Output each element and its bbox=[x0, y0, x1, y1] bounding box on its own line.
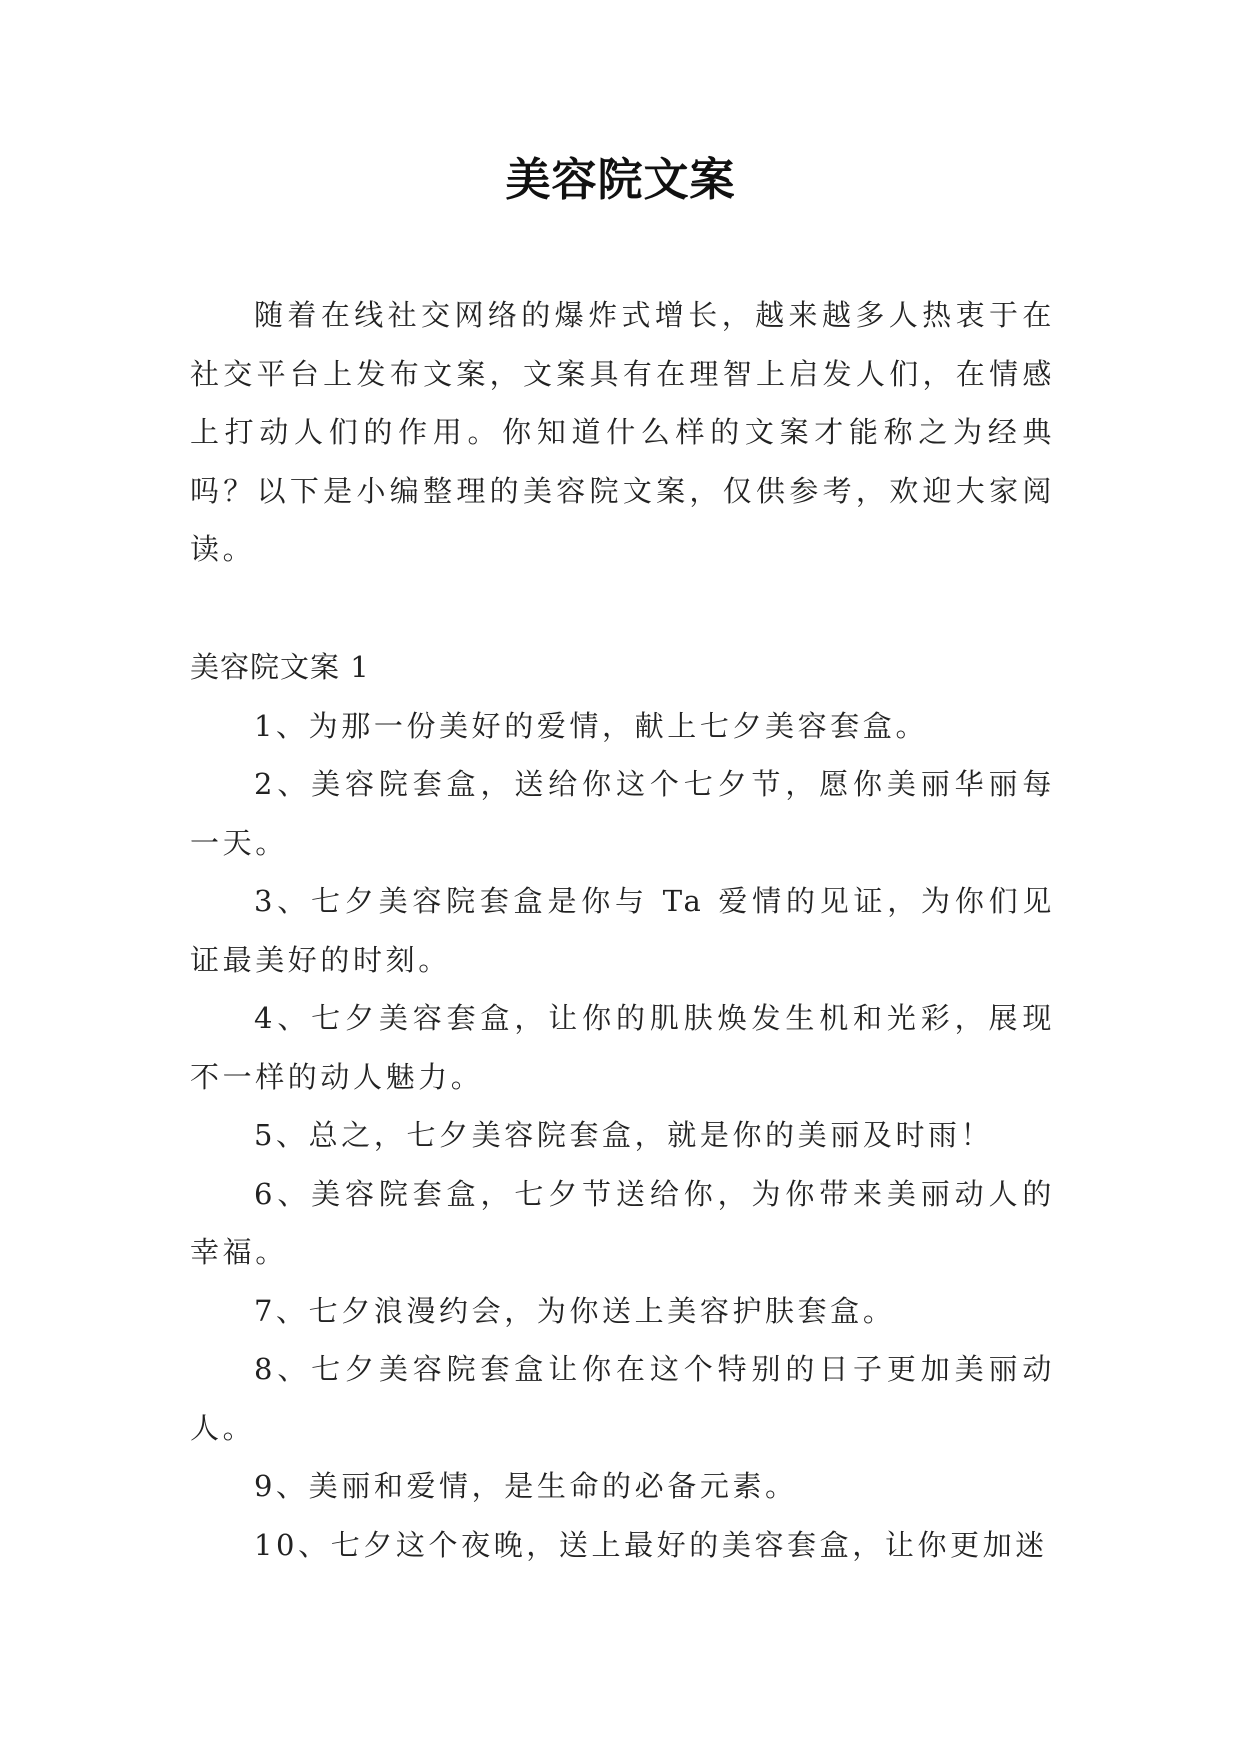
document-title: 美容院文案 bbox=[505, 153, 736, 206]
document-body bbox=[190, 286, 1055, 1574]
list-item: 4、七夕美容套盒，让你的肌肤焕发生机和光彩，展现不一样的动人魅力。 bbox=[190, 1001, 1055, 1094]
intro-paragraph: 随着在线社交网络的爆炸式增长，越来越多人热衷于在社交平台上发布文案，文案具有在理智上启发人们，在情感上打动人们的作用。你知道什么样的文案才能称之为经典吗？以下是小编整理的美容院文案，仅供参考，欢迎大家阅读。 bbox=[190, 298, 1055, 566]
list-item: 6、美容院套盒，七夕节送给你，为你带来美丽动人的幸福。 bbox=[190, 1176, 1055, 1269]
list-item: 10、七夕这个夜晚，送上最好的美容套盒，让你更加迷 bbox=[254, 1527, 1048, 1562]
list-item: 1、为那一份美好的爱情，献上七夕美容套盒。 bbox=[254, 708, 929, 743]
list-item: 2、美容院套盒，送给你这个七夕节，愿你美丽华丽每一天。 bbox=[190, 767, 1055, 860]
list-item: 8、七夕美容院套盒让你在这个特别的日子更加美丽动人。 bbox=[190, 1352, 1055, 1445]
list-item: 9、美丽和爱情，是生命的必备元素。 bbox=[254, 1469, 798, 1503]
section-heading: 美容院文案 1 bbox=[190, 649, 370, 684]
list-item: 5、总之，七夕美容院套盒，就是你的美丽及时雨！ bbox=[254, 1118, 994, 1152]
list-item: 3、七夕美容院套盒是你与 Ta 爱情的见证，为你们见证最美好的时刻。 bbox=[190, 884, 1055, 977]
list-item: 7、七夕浪漫约会，为你送上美容护肤套盒。 bbox=[254, 1293, 896, 1328]
